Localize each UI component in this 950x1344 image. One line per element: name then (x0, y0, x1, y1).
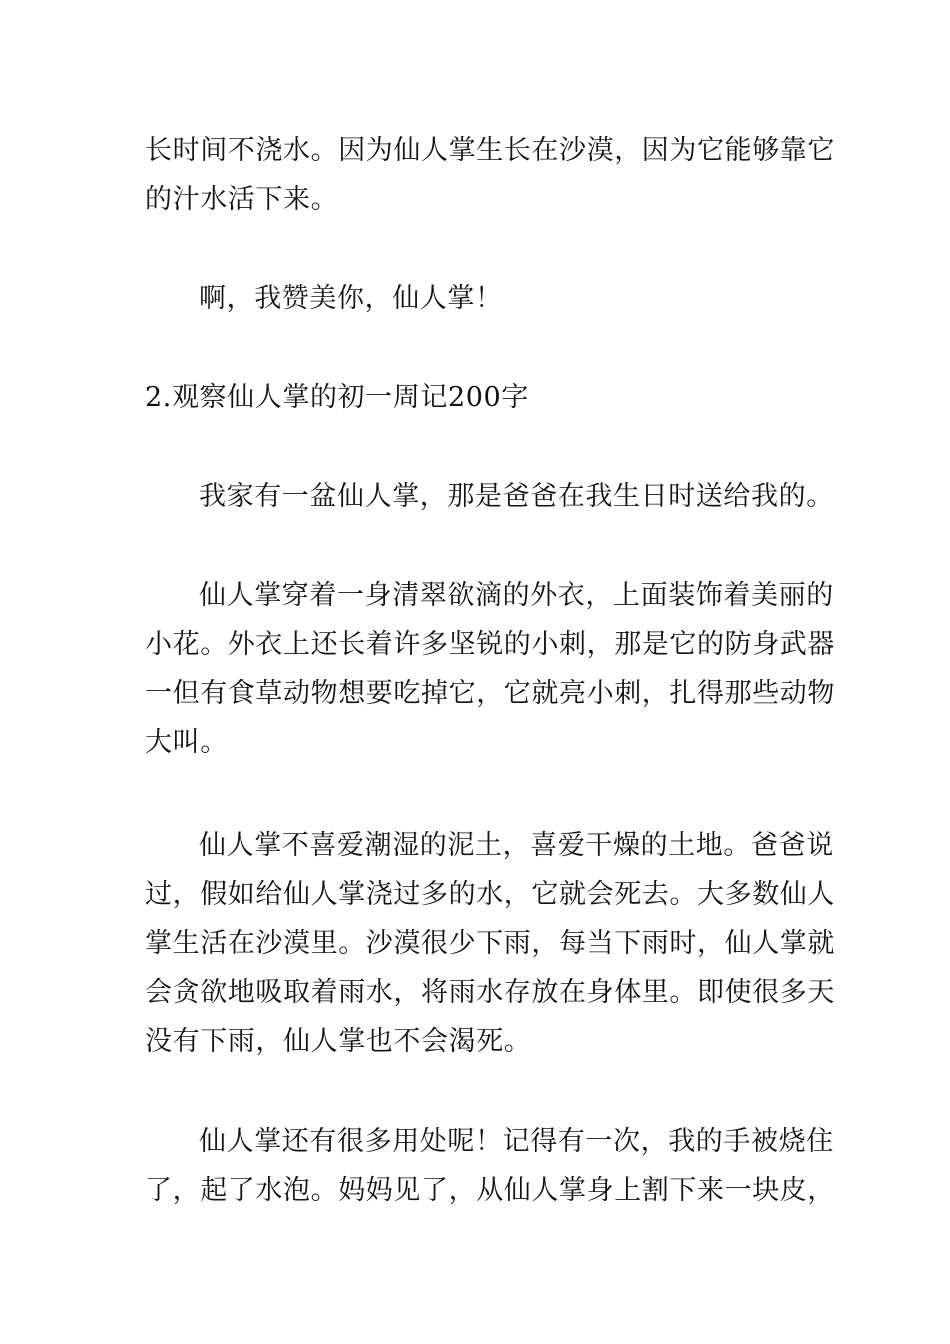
text-line: 过，假如给仙人掌浇过多的水，它就会死去。大多数仙人 (145, 879, 835, 910)
text-line: 会贪欲地吸取着雨水，将雨水存放在身体里。即使很多天 (145, 977, 835, 1008)
paragraph-line: 我家有一盆仙人掌，那是爸爸在我生日时送给我的。 (199, 481, 834, 512)
text-line: 没有下雨，仙人掌也不会渴死。 (145, 1026, 532, 1057)
section-heading: 2.观察仙人掌的初一周记200字 (145, 382, 529, 413)
text-line: 大叫。 (145, 727, 228, 758)
paragraph-line: 仙人掌穿着一身清翠欲滴的外衣，上面装饰着美丽的 (199, 580, 834, 611)
text-line: 小花。外衣上还长着许多坚锐的小刺，那是它的防身武器 (145, 629, 835, 660)
text-line: 了，起了水泡。妈妈见了，从仙人掌身上割下来一块皮， (145, 1175, 835, 1206)
text-line: 长时间不浇水。因为仙人掌生长在沙漠，因为它能够靠它 (145, 135, 835, 166)
paragraph-line: 仙人掌还有很多用处呢！记得有一次，我的手被烧住 (199, 1126, 834, 1157)
text-line: 掌生活在沙漠里。沙漠很少下雨，每当下雨时，仙人掌就 (145, 928, 835, 959)
paragraph-line: 仙人掌不喜爱潮湿的泥土，喜爱干燥的土地。爸爸说 (199, 830, 834, 861)
text-line: 一但有食草动物想要吃掉它，它就亮小刺，扎得那些动物 (145, 678, 835, 709)
paragraph-line: 啊，我赞美你，仙人掌！ (199, 283, 503, 314)
text-line: 的汁水活下来。 (145, 184, 339, 215)
